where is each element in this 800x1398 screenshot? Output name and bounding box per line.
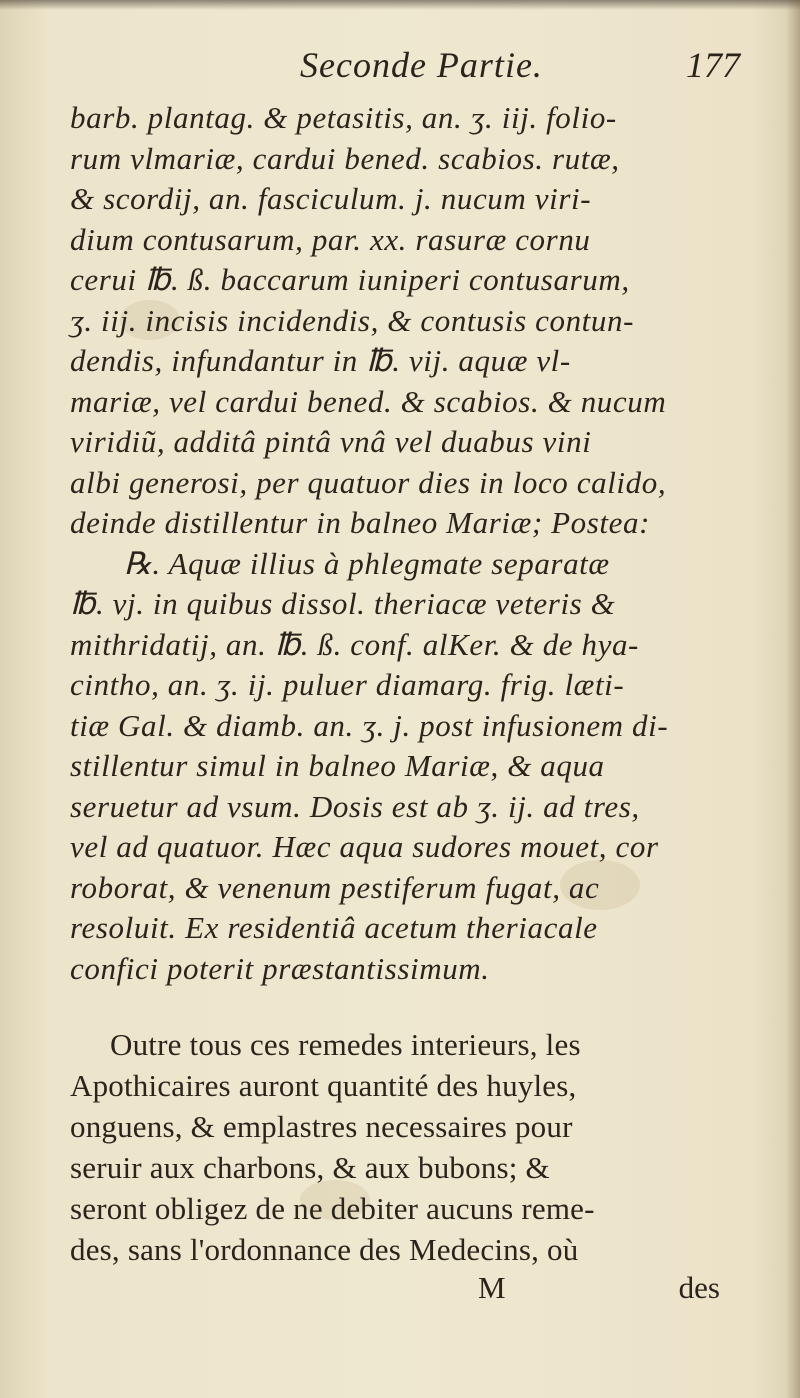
page-gutter-shadow [786, 0, 800, 1398]
text-line: barb. plantag. & petasitis, an. ʒ. iij. folio- [70, 100, 617, 135]
text-line: albi generosi, per quatuor dies in loco calido, [70, 464, 667, 500]
latin-recipe-text [70, 98, 720, 989]
text-line: des, sans l'ordonnance des Medecins, où [70, 1232, 579, 1267]
text-line: vel ad quatuor. Hæc aqua sudores mouet, cor [70, 829, 659, 864]
page-top-shadow [0, 0, 800, 10]
text-line: ʒ. iij. incisis incidendis, & contusis contun- [70, 302, 635, 338]
running-head [70, 44, 740, 94]
text-line: Outre tous ces remedes interieurs, les [110, 1027, 581, 1062]
text-line: dium contusarum, par. xx. rasuræ cornu [70, 221, 591, 257]
text-line: onguens, & emplastres necessaires pour [70, 1109, 573, 1144]
text-line: ℞. Aquæ illius à phlegmate separatæ [124, 545, 610, 581]
running-head-title: Seconde Partie. [300, 45, 543, 85]
text-line: tiæ Gal. & diamb. an. ʒ. j. post infusionem di- [70, 707, 669, 743]
text-line: cerui ℔. ß. baccarum iuniperi contusarum, [70, 262, 630, 297]
text-line: cintho, an. ʒ. ij. puluer diamarg. frig. læti- [70, 667, 625, 702]
text-line: seruetur ad vsum. Dosis est ab ʒ. ij. ad tres, [70, 788, 640, 824]
text-line: seruir aux charbons, & aux bubons; & [70, 1150, 550, 1185]
text-line: roborat, & venenum pestiferum fugat, ac [70, 869, 600, 905]
text-line: rum vlmariæ, cardui bened. scabios. rutæ, [70, 140, 620, 176]
text-line: deinde distillentur in balneo Mariæ; Postea: [70, 505, 651, 540]
text-line: dendis, infundantur in ℔. vij. aquæ vl- [70, 343, 571, 378]
text-line: resoluit. Ex residentiâ acetum theriacale [70, 910, 598, 945]
text-line: ℔. vj. in quibus dissol. theriacæ veteris & [70, 586, 616, 621]
text-line: & scordij, an. fasciculum. j. nucum viri- [70, 181, 592, 216]
signature-mark: M [478, 1270, 506, 1305]
text-line: mariæ, vel cardui bened. & scabios. & nucum [70, 383, 667, 419]
text-line: stillentur simul in balneo Mariæ, & aqua [70, 748, 605, 783]
french-paragraph [70, 1024, 720, 1270]
page-number: 177 [686, 45, 740, 85]
text-line: Apothicaires auront quantité des huyles, [70, 1068, 577, 1103]
text-line: viridiũ, additâ pintâ vnâ vel duabus vini [70, 424, 592, 459]
text-line: seront obligez de ne debiter aucuns reme- [70, 1191, 595, 1226]
catchword: des [678, 1270, 720, 1305]
text-line: mithridatij, an. ℔. ß. conf. alKer. & de hya- [70, 626, 639, 662]
page-footer [70, 1270, 720, 1314]
text-line: confici poterit præstantissimum. [70, 950, 490, 986]
